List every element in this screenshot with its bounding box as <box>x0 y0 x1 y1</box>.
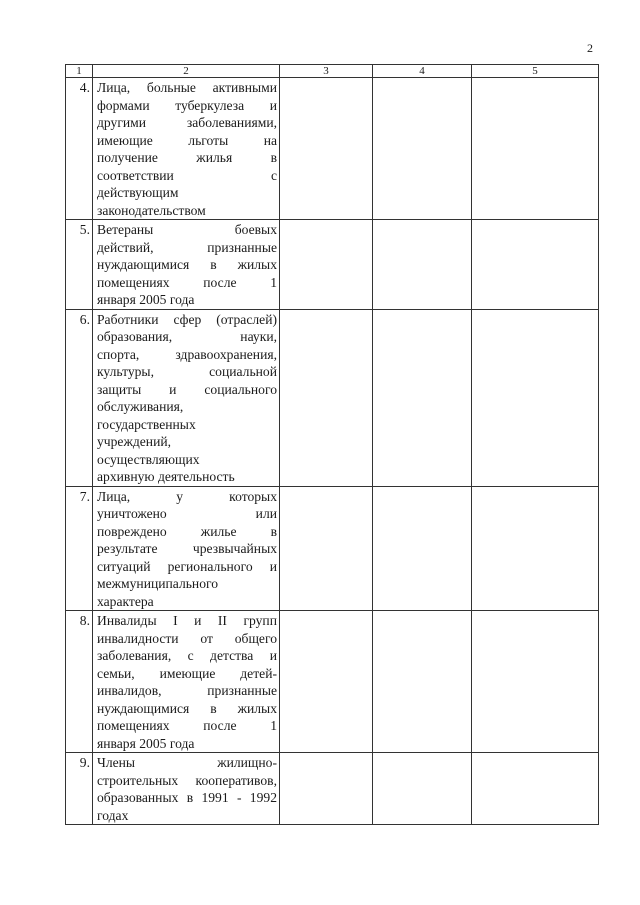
category-text-line: действующим <box>97 185 179 200</box>
category-text-line: инвалидов, признанные <box>97 683 277 698</box>
empty-cell-col-5 <box>472 309 599 486</box>
category-text-line: инвалидности от общего <box>97 630 277 646</box>
table-row <box>66 753 599 825</box>
category-text-line: государственных <box>97 416 196 432</box>
empty-cell-col-3 <box>280 220 373 310</box>
category-text-line: января 2005 года <box>97 735 195 751</box>
category-text-line: осуществляющих <box>97 451 200 467</box>
category-text-line: другими заболеваниями, <box>97 115 277 130</box>
category-text-line: ситуаций регионального и <box>97 558 277 574</box>
category-text-line: уничтожено или <box>97 506 277 521</box>
category-text-line: заболевания, с детства и <box>97 648 277 663</box>
empty-cell-col-3 <box>280 753 373 825</box>
row-number: 4. <box>66 78 93 220</box>
category-text-line: нуждающимися в жилых <box>97 257 277 272</box>
header-col-1: 1 <box>66 65 93 78</box>
category-text-line: получение жилья в <box>97 150 277 165</box>
row-category-text <box>93 309 280 486</box>
category-text-line: образования, науки, <box>97 329 277 344</box>
empty-cell-col-3 <box>280 611 373 753</box>
empty-cell-col-5 <box>472 753 599 825</box>
empty-cell-col-4 <box>373 309 472 486</box>
empty-cell-col-3 <box>280 309 373 486</box>
category-text-line: Лица, больные активными <box>97 80 277 95</box>
category-text-line: формами туберкулеза и <box>97 97 277 113</box>
row-category-text <box>93 486 280 611</box>
housing-categories-table <box>65 64 599 825</box>
page-number: 2 <box>587 41 593 55</box>
row-category-text <box>93 220 280 310</box>
category-text-line: межмуниципального <box>97 576 219 591</box>
category-text-line: защиты и социального <box>97 381 277 397</box>
empty-cell-col-4 <box>373 611 472 753</box>
row-category-text <box>93 78 280 220</box>
empty-cell-col-5 <box>472 78 599 220</box>
category-text-line: семьи, имеющие детей- <box>97 665 277 681</box>
empty-cell-col-4 <box>373 486 472 611</box>
category-text-line: учреждений, <box>97 434 172 449</box>
category-text-line: спорта, здравоохранения, <box>97 346 277 362</box>
category-text-line: архивную деятельность <box>97 469 235 484</box>
category-text-line: действий, признанные <box>97 239 277 255</box>
category-text-line: повреждено жилье в <box>97 523 277 539</box>
row-number: 5. <box>66 220 93 310</box>
row-category-text <box>93 753 280 825</box>
table-row <box>66 309 599 486</box>
category-text-line: января 2005 года <box>97 292 195 307</box>
empty-cell-col-5 <box>472 486 599 611</box>
header-col-3: 3 <box>280 65 373 78</box>
category-text-line: нуждающимися в жилых <box>97 700 277 716</box>
empty-cell-col-4 <box>373 753 472 825</box>
empty-cell-col-4 <box>373 220 472 310</box>
category-text-line: Члены жилищно- <box>97 755 277 770</box>
row-number: 7. <box>66 486 93 611</box>
row-category-text <box>93 611 280 753</box>
empty-cell-col-3 <box>280 78 373 220</box>
header-col-2: 2 <box>93 65 280 78</box>
category-text-line: помещениях после 1 <box>97 274 277 290</box>
table-row <box>66 611 599 753</box>
empty-cell-col-3 <box>280 486 373 611</box>
table-header-row <box>66 65 599 78</box>
category-text-line: культуры, социальной <box>97 364 277 379</box>
category-text-line: имеющие льготы на <box>97 132 277 148</box>
category-text-line: законодательством <box>97 202 206 218</box>
category-text-line: годах <box>97 807 129 823</box>
table-row <box>66 78 599 220</box>
row-number: 6. <box>66 309 93 486</box>
empty-cell-col-4 <box>373 78 472 220</box>
row-number: 9. <box>66 753 93 825</box>
category-text-line: Работники сфер (отраслей) <box>97 311 277 327</box>
category-text-line: Лица, у которых <box>97 488 277 504</box>
empty-cell-col-5 <box>472 611 599 753</box>
category-text-line: Инвалиды I и II групп <box>97 613 277 628</box>
category-text-line: результате чрезвычайных <box>97 541 277 556</box>
table-row <box>66 220 599 310</box>
table-row <box>66 486 599 611</box>
category-text-line: Ветераны боевых <box>97 222 277 237</box>
category-text-line: помещениях после 1 <box>97 718 277 733</box>
empty-cell-col-5 <box>472 220 599 310</box>
category-text-line: образованных в 1991 - 1992 <box>97 790 277 805</box>
category-text-line: соответствии с <box>97 167 277 183</box>
header-col-4: 4 <box>373 65 472 78</box>
category-text-line: строительных кооперативов, <box>97 772 277 788</box>
row-number: 8. <box>66 611 93 753</box>
category-text-line: обслуживания, <box>97 399 184 414</box>
category-text-line: характера <box>97 593 154 609</box>
header-col-5: 5 <box>472 65 599 78</box>
